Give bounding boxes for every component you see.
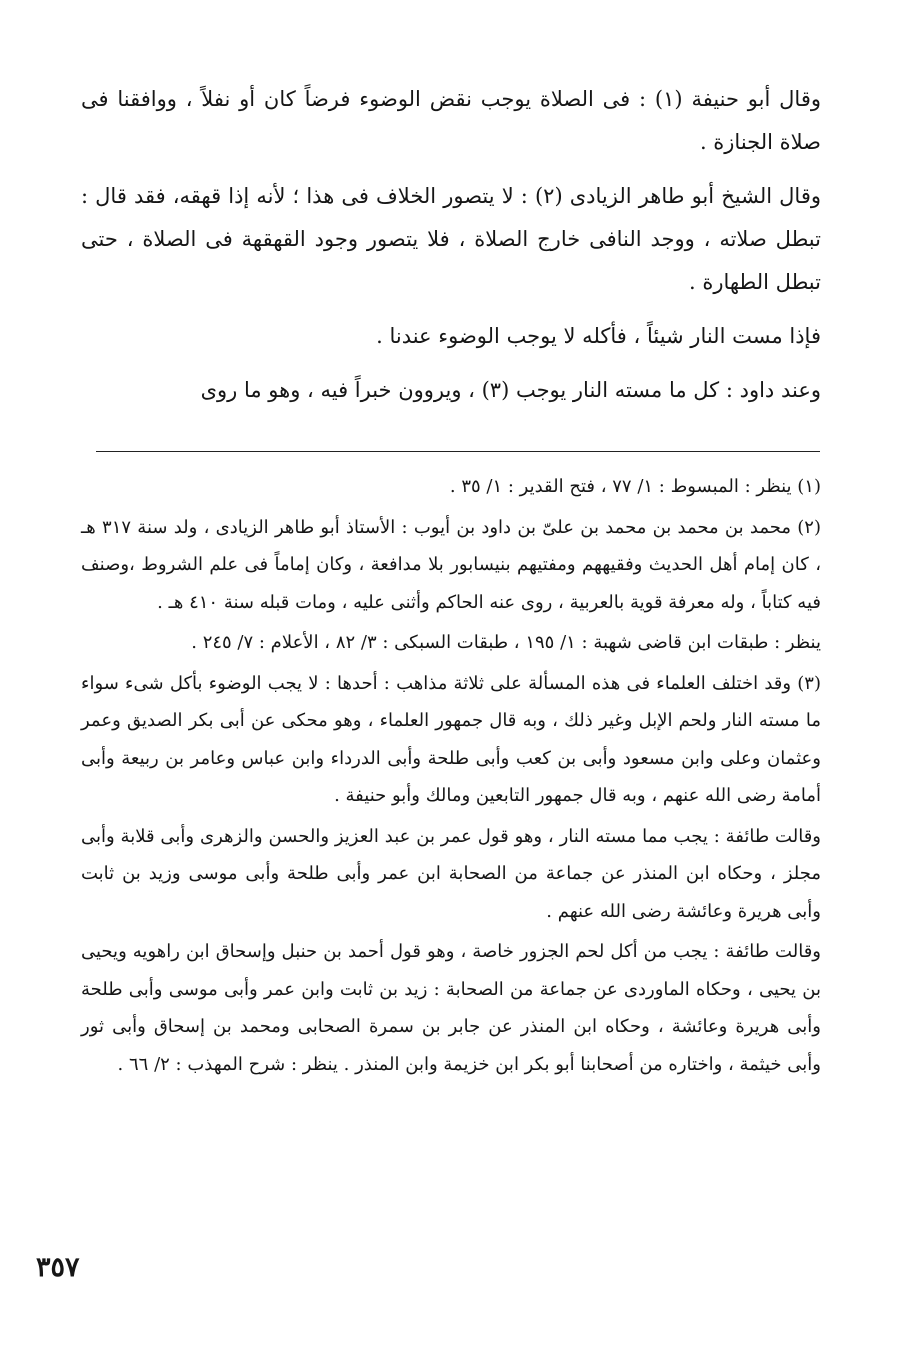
footnote-separator [96,451,820,452]
footnote-paragraph: وقالت طائفة : يجب مما مسته النار ، وهو قول عمر بن عبد العزيز والحسن والزهرى وأبى قلابة وأبى مجلز ، وحكاه ابن المنذر عن جماعة من الصحابة ابن عمر وأبى طلحة وأبى موسى وزيد بن ثابت وأبى هريرة وعائشة رضى الله عنهم . [81,825,821,922]
footnote: (٢) محمد بن محمد بن محمد بن علىّ بن داود بن أيوب : الأستاذ أبو طاهر الزيادى ، ولد سنة ٣١٧ هـ ، كان إمام أهل الحديث وفقيههم ومفتيهم بنيسابور بلا مدافعة ، وكان إماماً فى علم الشروط ،وصنف فيه كتاباً ، وله معرفة قوية بالعربية ، روى عنه الحاكم وأثنى عليه ، ومات قبله سنة ٤١٠ هـ . [81,516,821,613]
footnotes-block [81,468,821,1083]
main-paragraph: فإذا مست النار شيئاً ، فأكله لا يوجب الوضوء عندنا . [376,324,821,348]
main-paragraph: وقال أبو حنيفة (١) : فى الصلاة يوجب نقض الوضوء فرضاً كان أو نفلاً ، ووافقنا فى صلاة الجنازة . [81,87,821,154]
footnote-paragraph: وقالت طائفة : يجب من أكل لحم الجزور خاصة ، وهو قول أحمد بن حنبل وإسحاق ابن راهويه ويحيى بن يحيى ، وحكاه الماوردى عن جماعة من الصحابة : زيد بن ثابت وابن عمر وأبى موسى وأبى طلحة وأبى هريرة وعائشة ، وحكاه ابن المنذر عن جابر بن سمرة الصحابى ومحمد بن إسحاق وأبى ثور وأبى خيثمة ، واختاره من أصحابنا أبو بكر ابن خزيمة وابن المنذر . ينظر : شرح المهذب : ٢/ ٦٦ . [81,941,821,1075]
main-paragraph: وقال الشيخ أبو طاهر الزيادى (٢) : لا يتصور الخلاف فى هذا ؛ لأنه إذا قهقه، فقد قال : تبطل صلاته ، ووجد النافى خارج الصلاة ، فلا يتصور وجود القهقهة فى الصلاة ، حتى تبطل الطهارة . [81,184,821,294]
footnote-reference: ينظر : طبقات ابن قاضى شهبة : ١/ ١٩٥ ، طبقات السبكى : ٣/ ٨٢ ، الأعلام : ٧/ ٢٤٥ . [191,632,821,653]
footnote: (٣) وقد اختلف العلماء فى هذه المسألة على ثلاثة مذاهب : أحدها : لا يجب الوضوء بأكل شىء سواء ما مسته النار ولحم الإبل وغير ذلك ، وبه قال جمهور العلماء ، وهو محكى عن أبى بكر الصديق وعمر وعثمان وعلى وابن مسعود وأبى بن كعب وأبى طلحة وأبى الدرداء وابن عباس وعامر بن ربيعة وأبى أمامة رضى الله عنهم ، وبه قال جمهور التابعين ومالك وأبو حنيفة . [81,672,821,806]
main-paragraph: وعند داود : كل ما مسته النار يوجب (٣) ، ويروون خبراً فيه ، وهو ما روى [200,378,821,402]
footnote: (١) ينظر : المبسوط : ١/ ٧٧ ، فتح القدير : ١/ ٣٥ . [449,476,821,497]
main-text-block [81,78,821,412]
page-number: ٣٥٧ [36,1252,80,1283]
